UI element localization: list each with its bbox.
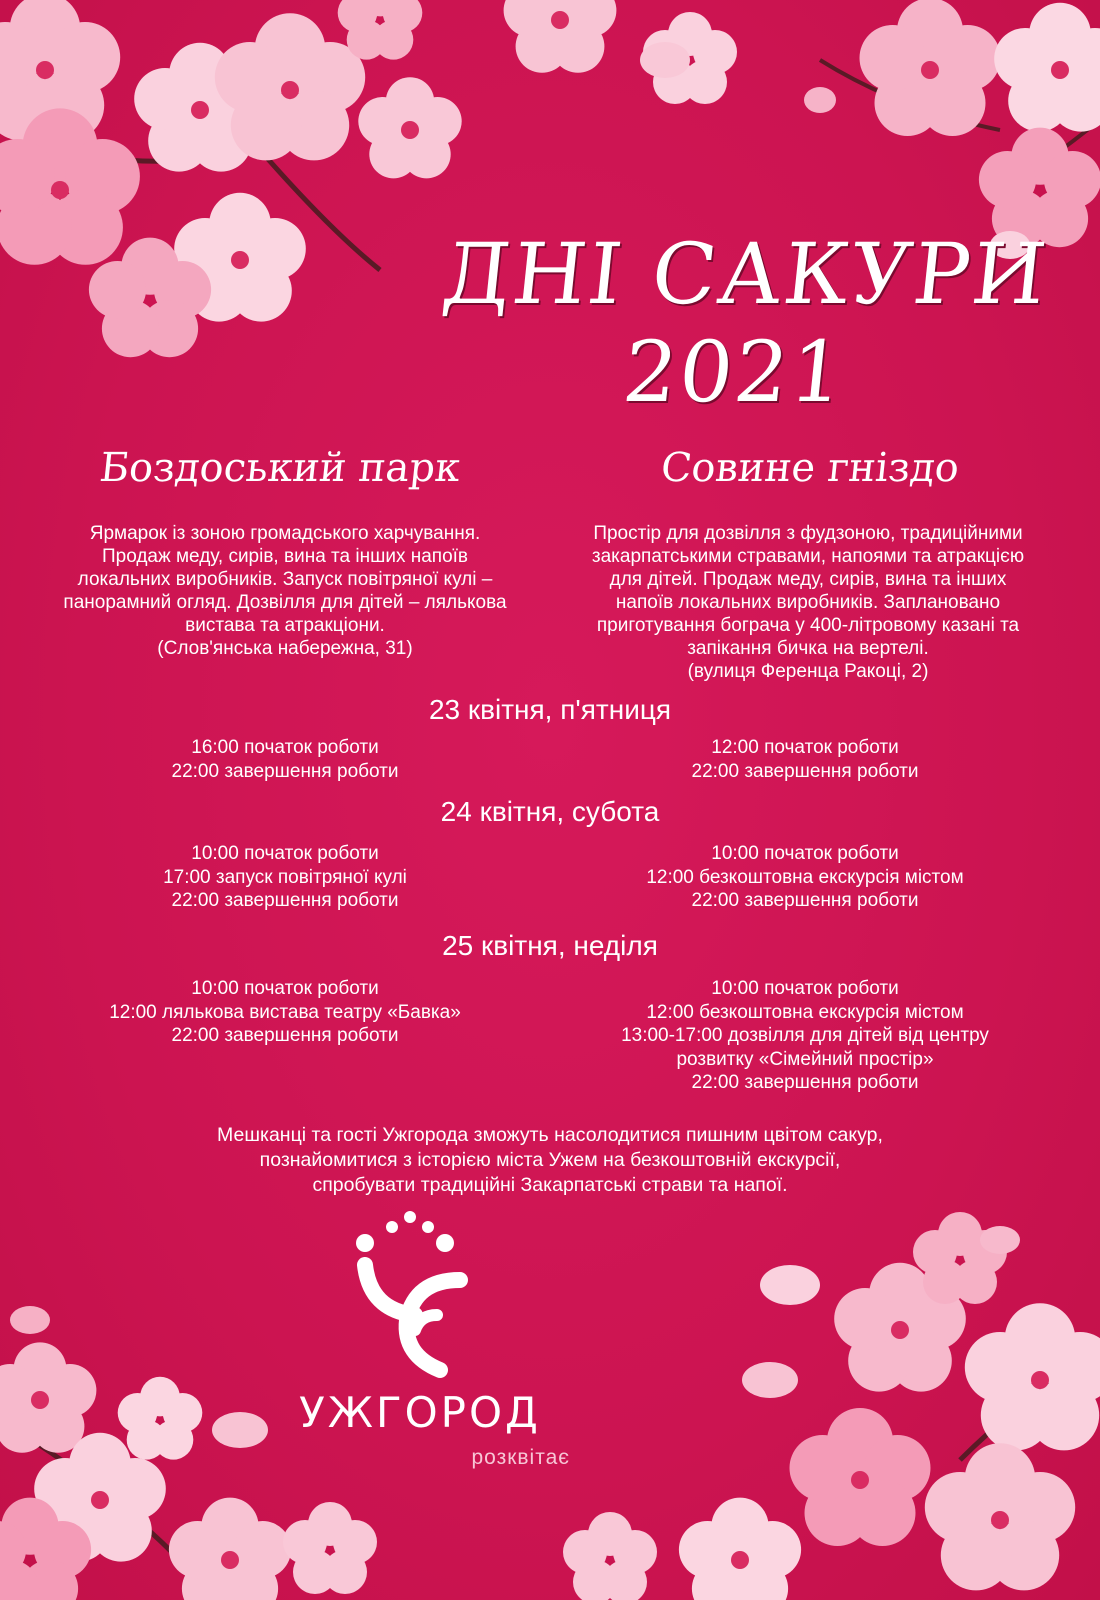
description-line: вистава та атракціони. bbox=[185, 615, 385, 636]
schedule-right bbox=[545, 977, 1065, 1095]
footer-line: познайомитися з історією міста Ужем на безкоштовній екскурсії, bbox=[259, 1149, 841, 1171]
day-title: 24 квітня, субота bbox=[440, 796, 660, 827]
description-line: приготування бограча у 400-літровому казані та bbox=[596, 615, 1020, 636]
venue-title-right: Совине гніздо bbox=[658, 445, 962, 491]
schedule-item: 16:00 початок роботи bbox=[191, 737, 379, 758]
schedule-item: 22:00 завершення роботи bbox=[171, 1025, 399, 1046]
description-line: панорамний огляд. Дозвілля для дітей – лялькова bbox=[63, 592, 507, 613]
schedule-item: 10:00 початок роботи bbox=[711, 843, 899, 864]
description-line: Ярмарок із зоною громадського харчування. bbox=[89, 523, 481, 544]
description-line: локальних виробників. Запуск повітряної кулі – bbox=[77, 569, 493, 590]
schedule-left bbox=[30, 842, 540, 913]
uzhhorod-flower-logo-icon bbox=[345, 1205, 475, 1385]
venue-address: (вулиця Ференца Ракоці, 2) bbox=[687, 661, 929, 682]
schedule-item: 22:00 завершення роботи bbox=[691, 760, 919, 782]
schedule-item: розвитку «Сімейний простір» bbox=[676, 1048, 934, 1070]
footer-text bbox=[60, 1123, 1040, 1198]
schedule-right bbox=[545, 842, 1065, 913]
event-title bbox=[390, 225, 1091, 421]
schedule-item: 12:00 безкоштовна екскурсія містом bbox=[646, 1001, 964, 1023]
title-line-1: ДНІ САКУРИ bbox=[437, 225, 1053, 323]
schedule-item: 10:00 початок роботи bbox=[711, 978, 899, 999]
brand-tagline: розквітає bbox=[471, 1446, 570, 1469]
schedule-item: 12:00 лялькова вистава театру «Бавка» bbox=[109, 1001, 461, 1023]
footer-line: спробувати традиційні Закарпатські страви та напої. bbox=[312, 1174, 788, 1196]
schedule-item: 10:00 початок роботи bbox=[191, 978, 379, 999]
schedule-item: 22:00 завершення роботи bbox=[691, 890, 919, 911]
schedule-item: 17:00 запуск повітряної кулі bbox=[163, 866, 407, 888]
venue-description-left bbox=[30, 522, 540, 660]
description-line: Простір для дозвілля з фудзоною, традиційними bbox=[593, 523, 1023, 544]
description-line: напоїв локальних виробників. Заплановано bbox=[615, 592, 1001, 613]
schedule-item: 22:00 завершення роботи bbox=[171, 890, 399, 911]
brand-name: УЖГОРОД bbox=[299, 1388, 541, 1437]
venue-description-right bbox=[548, 522, 1068, 683]
day-title: 23 квітня, п'ятниця bbox=[428, 694, 672, 725]
schedule-item: 22:00 завершення роботи bbox=[171, 760, 399, 782]
description-line: закарпатськими стравами, напоями та атракцією bbox=[591, 546, 1025, 567]
title-line-2: 2021 bbox=[618, 323, 851, 421]
schedule-item: 10:00 початок роботи bbox=[191, 843, 379, 864]
schedule-left bbox=[30, 977, 540, 1048]
schedule-item: 12:00 безкоштовна екскурсія містом bbox=[646, 866, 964, 888]
schedule-item: 13:00-17:00 дозвілля для дітей від центру bbox=[621, 1025, 989, 1046]
description-line: Продаж меду, сирів, вина та інших напоїв bbox=[101, 546, 469, 567]
description-line: для дітей. Продаж меду, сирів, вина та інших bbox=[609, 569, 1007, 590]
schedule-right bbox=[545, 736, 1065, 783]
description-line: запікання бичка на вертелі. bbox=[687, 638, 929, 659]
footer-line: Мешканці та гості Ужгорода зможуть насолодитися пишним цвітом сакур, bbox=[217, 1124, 883, 1146]
schedule-item: 12:00 початок роботи bbox=[711, 737, 899, 758]
venue-title-left: Боздоський парк bbox=[97, 445, 463, 491]
schedule-left bbox=[30, 736, 540, 783]
schedule-item: 22:00 завершення роботи bbox=[691, 1072, 919, 1093]
venue-address: (Слов'янська набережна, 31) bbox=[157, 638, 413, 659]
day-title: 25 квітня, неділя bbox=[442, 930, 658, 961]
